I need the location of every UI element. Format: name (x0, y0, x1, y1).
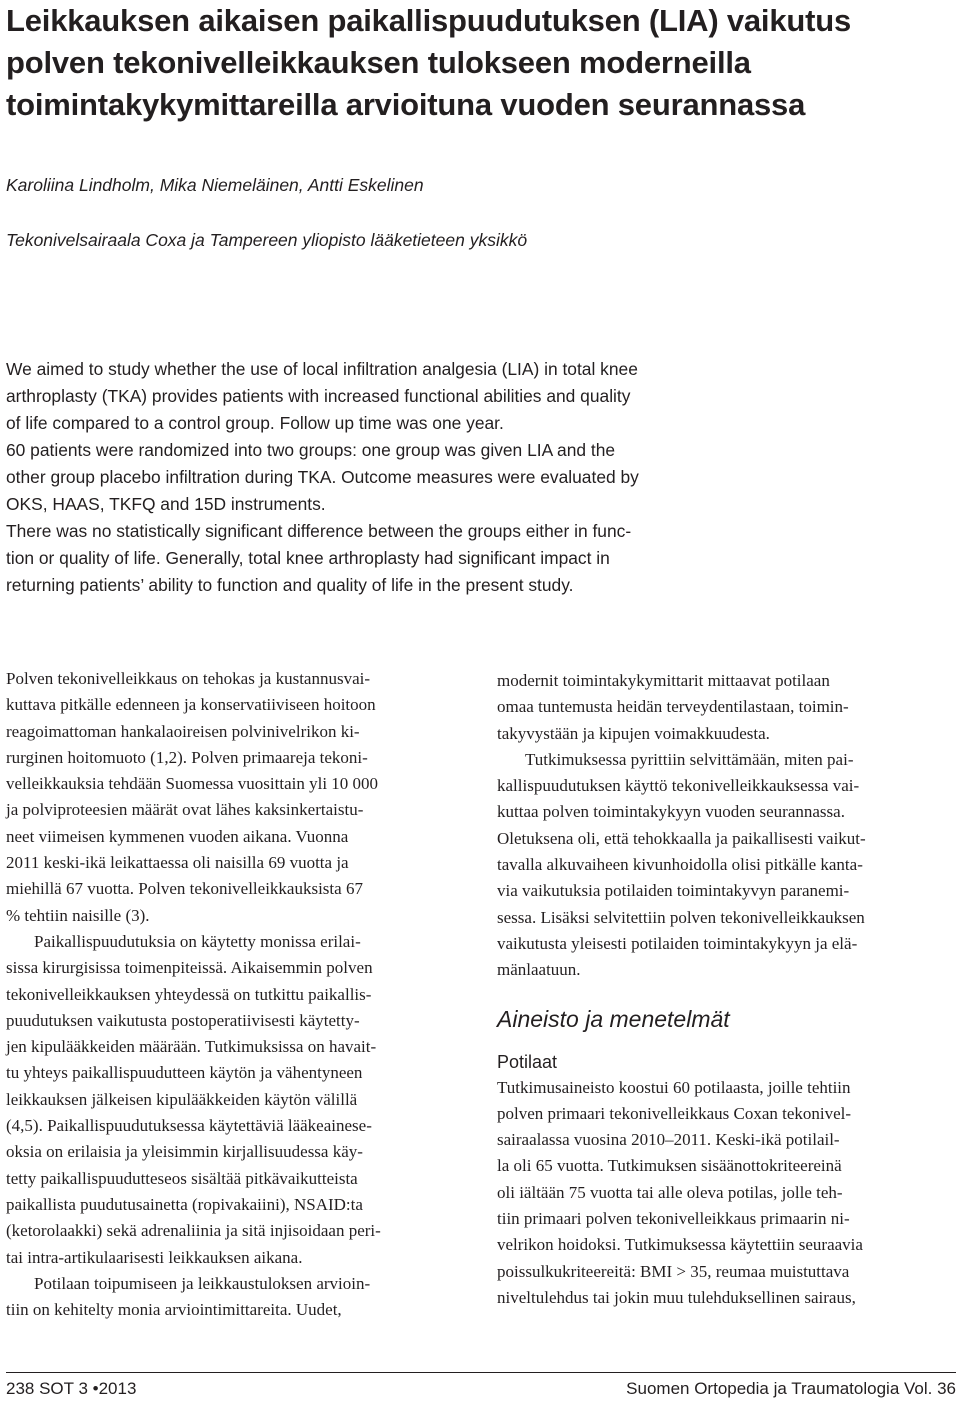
paragraph (6, 1271, 466, 1324)
text-line: oksia on erilaisia ja yleisimmin kirjallisuudessa käy- (6, 1142, 363, 1162)
abstract-line: of life compared to a control group. Follow up time was one year. (6, 413, 504, 433)
footer-journal-name: Suomen Ortopedia ja Traumatologia Vol. 36 (626, 1379, 956, 1398)
abstract-line: We aimed to study whether the use of local infiltration analgesia (LIA) in total knee (6, 359, 638, 379)
text-line: (ketorolaakki) sekä adrenaliinia ja sitä injisoidaan peri- (6, 1221, 381, 1241)
title-line: toimintakykymittareilla arvioituna vuoden seurannassa (6, 87, 806, 122)
section-heading: Aineisto ja menetelmät (497, 1005, 730, 1032)
text-line: Polven tekonivelleikkaus on tehokas ja kustannusvai- (6, 669, 371, 688)
paragraph (497, 668, 957, 747)
text-line: modernit toimintakykymittarit mittaavat potilaan (497, 671, 830, 690)
text-line: jen kipulääkkeiden määrään. Tutkimuksissa on havait- (6, 1037, 377, 1057)
text-line: kallispuudutuksen käyttö tekonivelleikkauksessa vai- (497, 776, 860, 796)
text-line: kuttava pitkälle edenneen ja konservatiiviseen hoitoon (6, 695, 376, 715)
text-line: takyvystään ja kipujen voimakkuudesta. (497, 723, 770, 743)
abstract-line: arthroplasty (TKA) provides patients with increased functional abilities and quality (6, 386, 631, 406)
footer-page-info: 238 SOT 3 •2013 (6, 1379, 137, 1398)
paragraph (497, 747, 957, 984)
abstract-line: 60 patients were randomized into two groups: one group was given LIA and the (6, 440, 616, 460)
body-column-right (497, 668, 957, 1311)
text-line: Paikallispuudutuksia on käytetty monissa erilai- (34, 931, 361, 951)
text-line: oli iältään 75 vuotta tai alle oleva potilas, jolle teh- (497, 1182, 843, 1202)
text-line: 2011 keski-ikä leikattaessa oli naisilla 69 vuotta ja (6, 853, 349, 873)
affiliation: Tekonivelsairaala Coxa ja Tampereen yliopisto lääketieteen yksikkö (6, 230, 528, 250)
text-line: % tehtiin naisille (3). (6, 905, 150, 925)
text-line: sissa kirurgisissa toimenpiteissä. Aikaisemmin polven (6, 958, 373, 978)
text-line: leikkauksen jälkeisen kipulääkkeiden käytön välillä (6, 1089, 358, 1109)
text-line: sairaalassa vuosina 2010–2011. Keski-ikä potilail- (497, 1130, 840, 1150)
text-line: tavalla alkuvaiheen kivunhoidolla olisi pitkälle kanta- (497, 855, 863, 875)
text-line: tetty paikallispuudutteseos sisältää pitkävaikutteista (6, 1168, 358, 1188)
text-line: rurginen hoitomuoto (1,2). Polven primaareja tekoni- (6, 747, 368, 767)
text-line: tiin on kehitelty monia arviointimittareita. Uudet, (6, 1300, 342, 1320)
text-line: omaa tuntemusta heidän terveydentilastaan, toimin- (497, 697, 849, 717)
text-line: ja polviproteesien määrät ovat lähes kaksinkertaistu- (6, 800, 364, 820)
text-line: Tutkimusaineisto koostui 60 potilaasta, joille tehtiin (497, 1077, 851, 1097)
text-line: via vaikutuksia potilaiden toimintakyvyn paranemi- (497, 881, 850, 901)
text-line: miehillä 67 vuotta. Polven tekonivelleikkauksista 67 (6, 879, 363, 899)
title-line: polven tekonivelleikkauksen tulokseen moderneilla (6, 45, 751, 80)
text-line: neet viimeisen kymmenen vuoden aikana. Vuonna (6, 826, 349, 846)
text-line: velrikon hoidoksi. Tutkimuksessa käytettiin seuraavia (497, 1235, 863, 1255)
article-title (6, 0, 956, 126)
text-line: tai intra-artikulaarisesti leikkauksen aikana. (6, 1247, 303, 1267)
text-line: tekonivelleikkauksen yhteydessä on tutkittu paikallis- (6, 984, 372, 1004)
paragraph (6, 666, 466, 929)
abstract-line: returning patients’ ability to function and quality of life in the present study. (6, 575, 574, 595)
text-line: velleikkauksia tehdään Suomessa vuosittain yli 10 000 (6, 774, 379, 794)
text-line: paikallista puudutusainetta (ropivakaiini), NSAID:ta (6, 1194, 363, 1214)
text-line: (4,5). Paikallispuudutuksessa käytettäviä lääkeainese- (6, 1116, 372, 1136)
text-line: puudutuksen vaikutusta postoperatiivisesti käytetty- (6, 1010, 360, 1030)
text-line: Tutkimuksessa pyrittiin selvittämään, miten pai- (525, 749, 854, 769)
text-line: tu yhteys paikallispuudutteen käytön ja vähentyneen (6, 1063, 363, 1083)
text-line: vaikutusta yleisesti potilaiden toimintakykyyn ja elä- (497, 933, 858, 953)
abstract-line: There was no statistically significant difference between the groups either in func- (6, 521, 632, 541)
paragraph (6, 929, 466, 1271)
text-line: polven primaari tekonivelleikkaus Coxan tekonivel- (497, 1103, 852, 1123)
abstract-line: OKS, HAAS, TKFQ and 15D instruments. (6, 494, 326, 514)
text-line: reagoimattoman hankalaoireisen polvinivelrikon ki- (6, 721, 360, 741)
abstract-line: tion or quality of life. Generally, total knee arthroplasty had significant impact in (6, 548, 610, 568)
body-column-left (6, 666, 466, 1323)
text-line: tiin primaari polven tekonivelleikkaus primaarin ni- (497, 1209, 850, 1229)
abstract-line: other group placebo infiltration during TKA. Outcome measures were evaluated by (6, 467, 639, 487)
author-list: Karoliina Lindholm, Mika Niemeläinen, Antti Eskelinen (6, 175, 424, 195)
text-line: poissulkukriteereitä: BMI > 35, reumaa muistuttava (497, 1261, 850, 1281)
text-line: sessa. Lisäksi selvitettiin polven tekonivelleikkauksen (497, 907, 865, 927)
paragraph (497, 1075, 957, 1312)
subsection-heading: Potilaat (497, 1051, 558, 1072)
text-line: mänlaatuun. (497, 960, 581, 980)
text-line: Oletuksena oli, että tehokkaalla ja paikallisesti vaikut- (497, 828, 866, 848)
title-line: Leikkauksen aikaisen paikallispuudutuksen (LIA) vaikutus (6, 3, 852, 38)
footer-divider (6, 1372, 956, 1373)
text-line: niveltulehdus tai jokin muu tulehduksellinen sairaus, (497, 1287, 856, 1307)
text-line: Potilaan toipumiseen ja leikkaustuloksen arvioin- (34, 1273, 371, 1293)
abstract (6, 356, 768, 599)
text-line: la oli 65 vuotta. Tutkimuksen sisäänottokriteereinä (497, 1156, 842, 1176)
text-line: kuttaa polven toimintakykyyn vuoden seurannassa. (497, 802, 845, 822)
